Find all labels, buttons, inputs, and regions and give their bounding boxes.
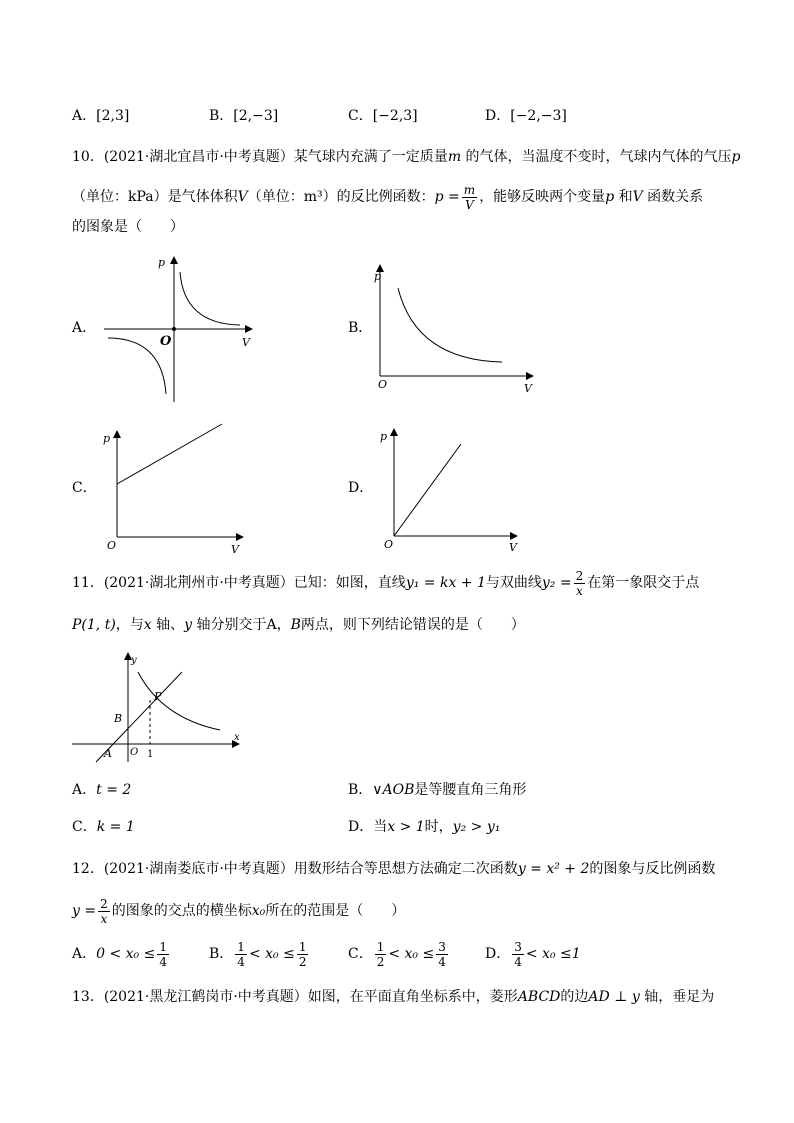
math-expression: y₂ = — [541, 575, 572, 591]
denominator: V — [465, 197, 474, 212]
option-text: 当 — [373, 819, 388, 835]
numerator: 3 — [438, 939, 446, 954]
axis-label-v: V — [524, 382, 532, 395]
q11-line-2 — [72, 615, 525, 635]
math-var: V — [632, 189, 643, 205]
math-expression: y₁ = kx + 1 — [405, 575, 486, 591]
question-text: 轴分别交于A， — [192, 617, 291, 633]
q11-figure — [70, 646, 248, 764]
math-expression: y = — [72, 903, 97, 919]
axis-label-p: p — [374, 270, 382, 283]
option-label: D． — [485, 108, 511, 124]
question-text: 在第一象限交于点 — [587, 575, 700, 591]
question-text: （单位：kPa）是气体体积 — [72, 189, 238, 205]
q11-option-b — [348, 780, 526, 800]
question-text: （单位：m³）的反比例函数： — [247, 189, 435, 205]
q12-option-d — [485, 937, 581, 971]
origin-label: O — [160, 334, 172, 349]
math-var: V — [237, 189, 248, 205]
axis-label-p: p — [158, 256, 166, 269]
math-expression: P(1, t) — [72, 617, 116, 633]
arrow-icon — [113, 430, 121, 438]
q11-option-c — [72, 817, 135, 837]
option-label: C． — [348, 946, 373, 962]
q10-option-b-label: B． — [348, 320, 373, 336]
math-var: p — [731, 149, 741, 165]
q11-line-1 — [72, 566, 699, 600]
axis-label-v: V — [242, 336, 250, 349]
axis-label-p: p — [103, 432, 111, 445]
option-label: C． — [72, 819, 97, 835]
denominator: 4 — [514, 954, 522, 969]
option-label: A． — [72, 946, 97, 962]
question-text: 轴、 — [151, 617, 185, 633]
question-text: 轴，垂足为 — [639, 989, 715, 1005]
hyperbola-branch — [180, 272, 240, 325]
numerator: 1 — [376, 939, 385, 954]
option-value: [2,3] — [96, 108, 130, 124]
option-text: 时， — [424, 819, 453, 835]
fraction — [512, 940, 524, 969]
question-text: ，能够反映两个变量 — [479, 189, 606, 205]
point-label-p: P — [154, 690, 162, 703]
point-label-b: B — [114, 712, 123, 725]
math-var: y — [631, 989, 640, 1005]
arrow-icon — [245, 325, 253, 333]
fraction — [235, 940, 247, 969]
q10-option-a-label: A． — [72, 320, 97, 336]
linear-graph — [394, 444, 461, 536]
arrow-icon — [526, 372, 534, 380]
point-label-a: A — [104, 747, 112, 760]
option-label: B． — [348, 782, 373, 798]
numerator: 1 — [159, 939, 167, 954]
q11-option-a — [72, 780, 131, 800]
math-var: m — [447, 149, 462, 165]
option-label: A． — [72, 108, 97, 124]
fraction — [436, 940, 448, 969]
hyperbola-branch — [398, 288, 502, 362]
fraction — [297, 940, 309, 969]
option-text: 是等腰直角三角形 — [414, 782, 527, 798]
option-label: A． — [72, 782, 97, 798]
hyperbola-branch — [108, 338, 166, 394]
option-label: D． — [485, 946, 511, 962]
option-value: k = 1 — [96, 819, 135, 835]
origin-point — [172, 327, 176, 331]
option-value: [−2,−3] — [510, 108, 567, 124]
q10-graph-b — [370, 258, 540, 396]
option-label: D． — [348, 819, 374, 835]
denominator: x — [576, 583, 583, 598]
question-text: 的图象与反比例函数 — [589, 861, 716, 877]
question-text: 函数关系 — [642, 189, 704, 205]
numerator: 1 — [298, 939, 307, 954]
q10-option-c-label: C． — [72, 480, 97, 496]
axis-label-x: x — [234, 732, 240, 743]
fraction — [462, 183, 477, 212]
q9-option-c — [348, 106, 418, 126]
numerator: m — [463, 182, 476, 197]
q12-line-1 — [72, 859, 715, 879]
denominator: 4 — [159, 954, 167, 969]
math-var: x — [143, 617, 152, 633]
option-label: C． — [348, 108, 373, 124]
option-label: B． — [209, 108, 234, 124]
fraction — [157, 940, 169, 969]
q9-option-d — [485, 106, 567, 126]
numerator: 1 — [237, 939, 245, 954]
origin-label: O — [378, 378, 388, 391]
option-value: t = 2 — [96, 782, 132, 798]
math-var: y — [184, 617, 193, 633]
axis-label-y: y — [131, 655, 137, 666]
option-value: ∨AOB — [372, 782, 415, 798]
math-symbol: ⊥ — [609, 989, 632, 1005]
option-expression: < x₀ ≤ — [248, 946, 295, 962]
question-text: 的图象的交点的横坐标 — [111, 903, 252, 919]
q12-line-2 — [72, 894, 405, 928]
fraction — [98, 897, 110, 926]
numerator: 3 — [514, 939, 522, 954]
axis-label-v: V — [509, 541, 517, 554]
numerator: 2 — [575, 568, 584, 583]
fraction — [574, 569, 586, 598]
option-expression: < x₀ ≤1 — [525, 946, 581, 962]
question-text: 所在的范围是（ ） — [265, 903, 406, 919]
q13-line-1 — [72, 987, 714, 1007]
q10-graph-c — [100, 420, 250, 558]
question-text: 10．(2021·湖北宜昌市·中考真题）某气球内充满了一定质量 — [72, 149, 448, 165]
q10-graph-d — [376, 418, 524, 558]
option-expression: 0 < x₀ ≤ — [96, 946, 156, 962]
option-condition: x > 1 — [387, 819, 425, 835]
origin-label: O — [130, 747, 139, 758]
tick-label-1: 1 — [147, 749, 154, 760]
q12-option-a — [72, 937, 171, 971]
fraction — [375, 940, 387, 969]
question-text: 13．(2021·黑龙江鹤岗市·中考真题）如图，在平面直角坐标系中，菱形 — [72, 989, 518, 1005]
denominator: 4 — [237, 954, 245, 969]
question-text: 12．(2021·湖南娄底市·中考真题）用数形结合等思想方法确定二次函数 — [72, 861, 518, 877]
question-text: 和 — [614, 189, 633, 205]
question-text: ，与 — [115, 617, 144, 633]
q10-option-d-label: D． — [348, 480, 374, 496]
math-var: ABCD — [517, 989, 561, 1005]
q9-option-a — [72, 106, 129, 126]
question-text: 11．(2021·湖北荆州市·中考真题）已知：如图，直线 — [72, 575, 406, 591]
q10-graph-a — [98, 252, 258, 404]
denominator: x — [100, 911, 108, 926]
math-var: B — [290, 617, 301, 633]
question-text: 两点，则下列结论错误的是（ ） — [300, 617, 525, 633]
origin-label: O — [384, 538, 394, 551]
question-text: 的气体，当温度不变时，气球内气体的气压 — [461, 149, 732, 165]
q12-option-c — [348, 937, 450, 971]
axis-label-v: V — [231, 543, 239, 556]
math-var: x₀ — [251, 903, 266, 919]
arrow-icon — [170, 256, 178, 264]
linear-graph — [117, 424, 222, 484]
q10-line-1 — [72, 147, 741, 167]
math-var: AD — [588, 989, 610, 1005]
arrow-icon — [236, 533, 244, 541]
axis-label-p: p — [380, 430, 388, 443]
numerator: 2 — [100, 896, 108, 911]
q10-line-3 — [72, 217, 184, 237]
option-value: y₂ > y₁ — [452, 819, 501, 835]
q12-option-b — [209, 937, 310, 971]
option-value: [−2,3] — [372, 108, 418, 124]
option-label: B． — [209, 946, 234, 962]
arrow-icon — [510, 532, 518, 540]
denominator: 2 — [298, 954, 307, 969]
question-text: 与双曲线 — [485, 575, 542, 591]
math-expression: y = x² + 2 — [517, 861, 590, 877]
origin-label: O — [107, 539, 117, 552]
math-var: p — [605, 189, 615, 205]
q11-option-d — [348, 817, 500, 837]
arrow-icon — [390, 428, 398, 436]
option-expression: < x₀ ≤ — [388, 946, 435, 962]
question-text: 的图象是（ ） — [72, 219, 184, 235]
q9-option-b — [209, 106, 278, 126]
option-value: [2,−3] — [233, 108, 279, 124]
question-text: 的边 — [560, 989, 589, 1005]
denominator: 2 — [376, 954, 385, 969]
formula-lhs: p = — [434, 189, 460, 205]
denominator: 4 — [438, 954, 446, 969]
q10-line-2 — [72, 180, 703, 214]
